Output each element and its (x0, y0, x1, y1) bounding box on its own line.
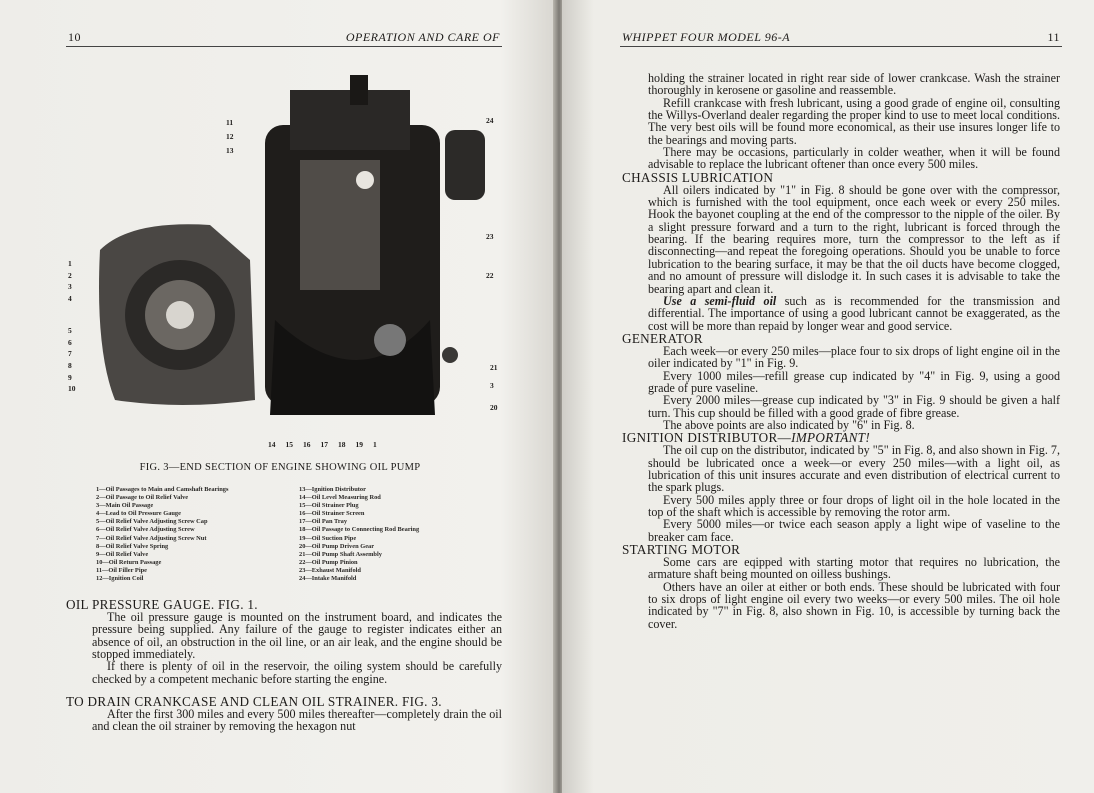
legend-item: 14—Oil Level Measuring Rod (299, 494, 381, 502)
callout-7: 7 (68, 349, 72, 359)
paragraph: After the first 300 miles and every 500 miles thereafter—completely drain the oil and clean the oil strainer by removing the hexagon nut (92, 707, 502, 734)
paragraph-text: such as is recommended for the transmission and differential. The importance of using a good lubricant cannot be exaggerated, as the cost will be more than repaid by longer wear and good service. (648, 293, 1060, 333)
callout-14: 14 (268, 440, 276, 449)
section-heading: OIL PRESSURE GAUGE. FIG. 1. (66, 597, 258, 612)
legend-item: 17—Oil Pan Tray (299, 518, 348, 526)
paragraph: Every 500 miles apply three or four drops of light oil in the hole located in the top of the shaft which is accessible by removing the rotor arm. (648, 492, 1060, 519)
legend-item: 13—Ignition Distributor (299, 486, 366, 493)
callout-3: 3 (68, 282, 72, 292)
paragraph: The oil pressure gauge is mounted on the instrument board, and indicates the pressure being supplied. Any failure of the gauge to register indicates either an absence of oil, an obstruction in the oil line, or an air leak, and the engine should be stopped immediately. (92, 610, 502, 662)
callout-20: 20 (490, 403, 498, 412)
legend-item: 6—Oil Relief Valve Adjusting Screw (96, 526, 195, 534)
header-rule (66, 46, 502, 47)
callout-12: 12 (226, 132, 234, 141)
section-heading-chassis: CHASSIS LUBRICATION (622, 169, 774, 185)
callout-16: 16 (303, 440, 311, 449)
right-body-text (622, 71, 1060, 631)
paragraph: Every 2000 miles—grease cup indicated by "3" in Fig. 9 should be given a half turn. This cup should be filled with a good grade of fibre grease. (648, 393, 1060, 420)
heading-text: IGNITION DISTRIBUTOR— (622, 430, 792, 446)
paragraph: Each week—or every 250 miles—place four to six drops of light engine oil in the oiler indicated by "1" in Fig. 9. (648, 343, 1060, 371)
legend-item: 24—Intake Manifold (299, 575, 357, 583)
callout-22: 22 (486, 271, 494, 280)
callout-18: 18 (338, 440, 346, 449)
legend-item: 3—Main Oil Passage (96, 502, 154, 510)
callout-19: 19 (355, 440, 363, 449)
callout-8: 8 (68, 360, 72, 370)
emphasis-text: Use a semi-fluid oil (663, 293, 777, 308)
legend-item: 4—Lead to Oil Pressure Gauge (96, 510, 181, 518)
callout-1b: 1 (373, 440, 377, 449)
paragraph (648, 295, 1060, 332)
legend-item: 1—Oil Passages to Main and Camshaft Bearings (96, 486, 229, 493)
section-heading-starting-motor: STARTING MOTOR (622, 542, 741, 558)
legend-item: 8—Oil Relief Valve Spring (96, 542, 169, 550)
callout-10: 10 (68, 384, 76, 394)
legend-item: 19—Oil Suction Pipe (299, 534, 357, 542)
legend-item: 15—Oil Strainer Plug (299, 502, 359, 510)
callout-21: 21 (490, 363, 498, 372)
callout-2: 2 (68, 270, 72, 280)
callout-15: 15 (285, 440, 293, 449)
legend-item: 5—Oil Relief Valve Adjusting Screw Cap (96, 518, 208, 526)
paragraph: Every 1000 miles—refill grease cup indicated by "4" in Fig. 9, using a good grade of pure vaseline. (648, 368, 1060, 395)
paragraph: Every 5000 miles—or twice each season apply a light wipe of vaseline to the breaker cam face. (648, 517, 1060, 544)
legend-item: 2—Oil Passage to Oil Relief Valve (96, 494, 189, 502)
left-body-text (66, 597, 502, 734)
figure-caption: FIG. 3—END SECTION OF ENGINE SHOWING OIL PUMP (139, 462, 421, 473)
legend-item: 9—Oil Relief Valve (96, 550, 149, 558)
callout-11: 11 (226, 118, 234, 127)
callout-6: 6 (68, 337, 72, 347)
callout-13: 13 (226, 146, 234, 155)
callout-3b: 3 (490, 381, 494, 390)
callout-1: 1 (68, 259, 72, 268)
paragraph: The oil cup on the distributor, indicated by "5" in Fig. 8, and also shown in Fig. 7, should be lubricated once a week—or every 250 miles—with a light oil, as lubrication of this unit insures accurate and even distribution of electrical current to the spark plugs. (648, 443, 1060, 495)
paragraph: All oilers indicated by "1" in Fig. 8 should be gone over with the compressor, which is furnished with the tool equipment, once each week or every 250 miles. Hook the bayonet coupling at the end of the compressor to the nipple of the oiler. By a slight pressure forward and a turn to the right, lubricant is forced through the bearing. If the bearing requires more, turn the compressor to the left as if disconnecting—and repeat the foregoing operations. Should you be unable to force lubrication to the bearing surface, it may be that the oil ducts have become clogged, and no amount of pressure will dislodge it. In such cases it is advisable to take the bearing apart and clean it. (648, 182, 1060, 296)
legend-item: 11—Oil Filler Pipe (96, 566, 148, 574)
legend-item: 12—Ignition Coil (96, 575, 144, 583)
paragraph: There may be occasions, particularly in colder weather, when it will be found advisable to replace the lubricant oftener than once every 500 miles. (648, 145, 1060, 172)
paragraph: Refill crankcase with fresh lubricant, using a good grade of engine oil, consulting the Willys-Overland dealer regarding the proper kind to use to meet local conditions. The very best oils will be found more economical, as their use insures longer life to the bearings and moving parts. (648, 95, 1060, 147)
callout-24: 24 (486, 116, 494, 125)
legend-item: 21—Oil Pump Shaft Assembly (299, 550, 382, 558)
running-head: OPERATION AND CARE OF (345, 30, 500, 44)
legend-item: 18—Oil Passage to Connecting Rod Bearing (299, 526, 420, 534)
paragraph: Some cars are eqipped with starting motor that requires no lubrication, the armature shaft being mounted on oilless bushings. (648, 555, 1060, 582)
legend-item: 22—Oil Pump Pinion (299, 558, 358, 566)
paragraph: The above points are also indicated by "6" in Fig. 8. (663, 417, 915, 432)
header-rule (620, 46, 1062, 47)
legend-item: 7—Oil Relief Valve Adjusting Screw Nut (96, 534, 207, 542)
callout-5: 5 (68, 325, 72, 335)
paragraph: holding the strainer located in right rear side of lower crankcase. Wash the strainer thoroughly in kerosene or gasoline and reassemble. (648, 71, 1060, 98)
paragraph: If there is plenty of oil in the reservoir, the oiling system should be carefully checked by a competent mechanic before starting the engine. (92, 659, 502, 686)
section-heading: TO DRAIN CRANKCASE AND CLEAN OIL STRAINER. FIG. 3. (66, 694, 442, 710)
legend-item: 23—Exhaust Manifold (299, 566, 361, 574)
page-number: 11 (1047, 30, 1060, 44)
running-head: WHIPPET FOUR MODEL 96-A (622, 30, 791, 44)
legend-column-1 (96, 486, 228, 583)
legend-column-2 (299, 486, 419, 583)
right-page (562, 0, 1094, 793)
paragraph: Others have an oiler at either or both ends. These should be lubricated with four to six drops of light engine oil every two weeks—or every 500 miles. The oil hole indicated by "7" in Fig. 8, also shown in Fig. 10, is accessible by turning back the cover. (648, 579, 1060, 631)
callout-17: 17 (320, 440, 328, 449)
legend-item: 20—Oil Pump Driven Gear (299, 542, 375, 550)
legend-item: 16—Oil Strainer Screen (299, 510, 365, 518)
section-heading-generator: GENERATOR (622, 330, 703, 346)
engine-illustration (60, 70, 510, 450)
legend-item: 10—Oil Return Passage (96, 558, 162, 566)
heading-emphasis: IMPORTANT! (791, 430, 871, 446)
callout-9: 9 (68, 372, 72, 382)
callout-4: 4 (68, 294, 72, 304)
callout-23: 23 (486, 232, 494, 241)
page-number: 10 (68, 30, 81, 44)
